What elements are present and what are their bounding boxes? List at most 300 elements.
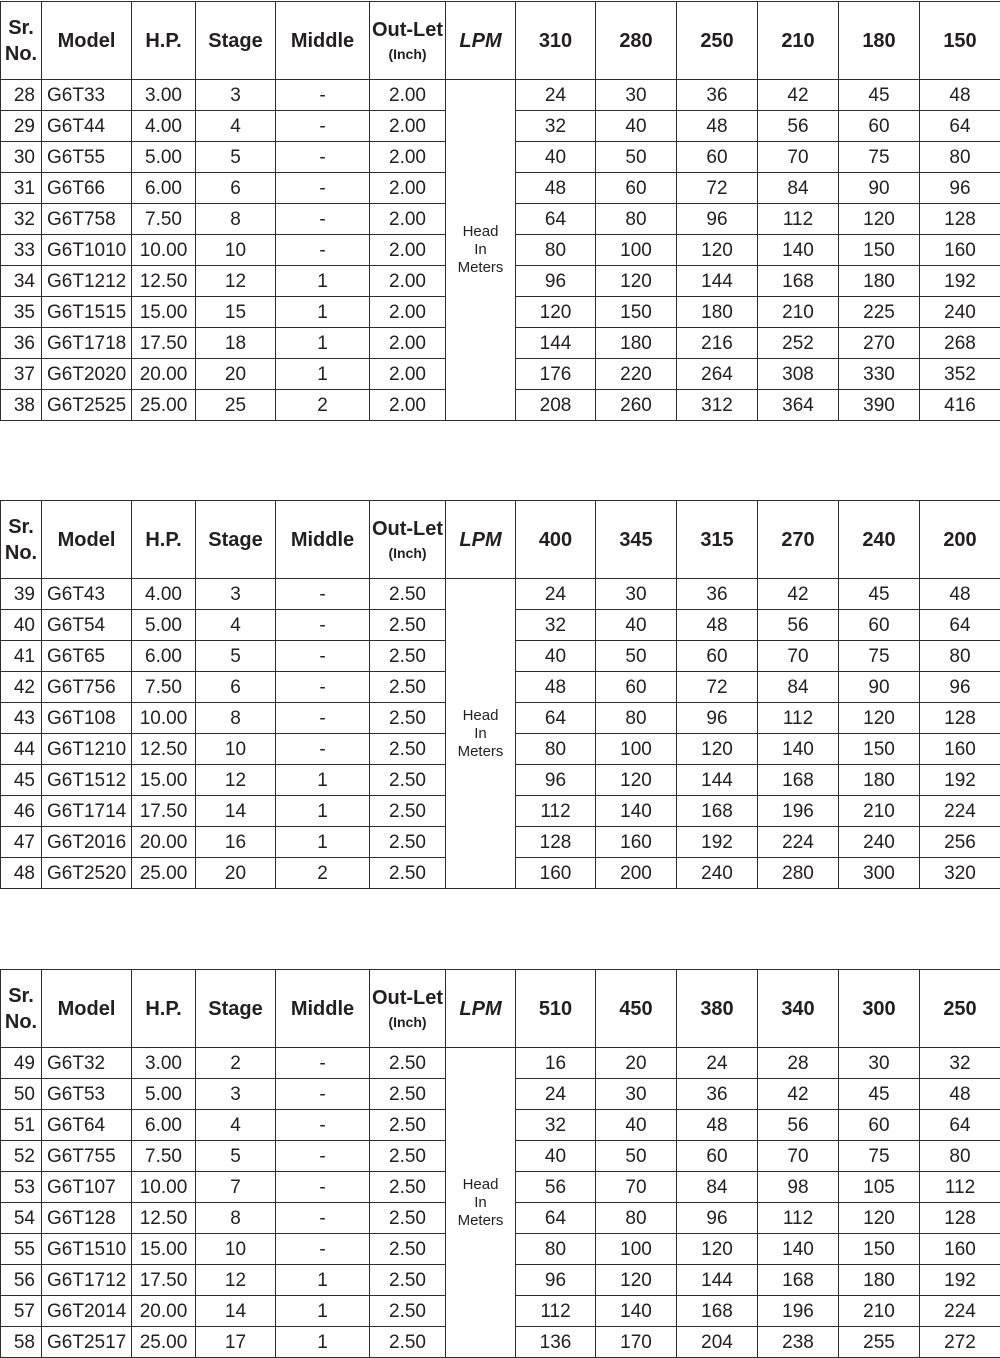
cell-sr-no: 35: [1, 297, 42, 328]
cell-sr-no: 41: [1, 641, 42, 672]
cell-head-value: 140: [758, 1234, 839, 1265]
table-row: [1, 579, 1000, 610]
cell-head-value: 80: [596, 703, 677, 734]
cell-head-value: 48: [920, 80, 1000, 111]
cell-model: G6T44: [42, 111, 132, 142]
sr-label-line1: Sr.: [8, 515, 34, 538]
cell-hp: 12.50: [132, 734, 196, 765]
cell-sr-no: 36: [1, 328, 42, 359]
cell-head-value: 64: [516, 703, 596, 734]
cell-sr-no: 33: [1, 235, 42, 266]
cell-head-value: 128: [920, 204, 1000, 235]
cell-model: G6T1210: [42, 734, 132, 765]
cell-head-value: 64: [516, 204, 596, 235]
cell-hp: 6.00: [132, 641, 196, 672]
cell-model: G6T65: [42, 641, 132, 672]
cell-head-value: 144: [677, 1265, 758, 1296]
col-header-model: Model: [42, 2, 132, 80]
cell-model: G6T33: [42, 80, 132, 111]
cell-head-value: 192: [920, 765, 1000, 796]
cell-hp: 10.00: [132, 235, 196, 266]
head-label-line: Head: [462, 706, 499, 724]
cell-head-value: 45: [839, 579, 920, 610]
cell-sr-no: 46: [1, 796, 42, 827]
cell-middle: 1: [276, 796, 370, 827]
cell-outlet: 2.50: [370, 858, 446, 889]
head-label-line: Head: [462, 223, 499, 240]
cell-sr-no: 42: [1, 672, 42, 703]
lpm-value-header: 280: [596, 2, 677, 80]
cell-head-value: 72: [677, 672, 758, 703]
cell-head-value: 204: [677, 1327, 758, 1358]
col-header-outlet: [370, 970, 446, 1048]
cell-model: G6T64: [42, 1110, 132, 1141]
cell-head-value: 48: [677, 1110, 758, 1141]
cell-head-value: 160: [516, 858, 596, 889]
lpm-value-header: 345: [596, 501, 677, 579]
cell-model: G6T43: [42, 579, 132, 610]
cell-head-value: 140: [758, 734, 839, 765]
cell-stage: 4: [196, 610, 276, 641]
cell-middle: -: [276, 142, 370, 173]
cell-middle: 1: [276, 827, 370, 858]
cell-head-value: 120: [839, 1203, 920, 1234]
cell-outlet: 2.00: [370, 328, 446, 359]
cell-head-value: 60: [839, 111, 920, 142]
lpm-value-header: 270: [758, 501, 839, 579]
cell-middle: -: [276, 641, 370, 672]
cell-model: G6T758: [42, 204, 132, 235]
lpm-value-header: 240: [839, 501, 920, 579]
cell-middle: -: [276, 579, 370, 610]
cell-middle: 1: [276, 266, 370, 297]
cell-head-value: 84: [758, 173, 839, 204]
header-row: [1, 2, 1000, 80]
cell-model: G6T108: [42, 703, 132, 734]
cell-hp: 7.50: [132, 204, 196, 235]
cell-head-value: 260: [596, 390, 677, 421]
cell-stage: 18: [196, 328, 276, 359]
cell-head-value: 112: [758, 1203, 839, 1234]
cell-head-value: 120: [839, 204, 920, 235]
cell-sr-no: 54: [1, 1203, 42, 1234]
cell-head-value: 70: [758, 142, 839, 173]
cell-middle: 1: [276, 297, 370, 328]
cell-head-value: 120: [516, 297, 596, 328]
cell-head-value: 168: [677, 1296, 758, 1327]
cell-head-value: 225: [839, 297, 920, 328]
cell-head-value: 24: [516, 80, 596, 111]
cell-stage: 12: [196, 1265, 276, 1296]
lpm-value-header: 340: [758, 970, 839, 1048]
cell-head-value: 264: [677, 359, 758, 390]
cell-head-value: 240: [920, 297, 1000, 328]
cell-middle: -: [276, 1203, 370, 1234]
cell-stage: 8: [196, 703, 276, 734]
cell-stage: 12: [196, 266, 276, 297]
cell-head-value: 40: [596, 610, 677, 641]
lpm-value-header: 315: [677, 501, 758, 579]
cell-head-value: 240: [839, 827, 920, 858]
cell-outlet: 2.50: [370, 1141, 446, 1172]
cell-stage: 4: [196, 1110, 276, 1141]
cell-stage: 25: [196, 390, 276, 421]
cell-stage: 5: [196, 1141, 276, 1172]
cell-head-value: 96: [516, 1265, 596, 1296]
cell-head-value: 32: [516, 111, 596, 142]
cell-hp: 3.00: [132, 1048, 196, 1079]
cell-head-value: 48: [516, 173, 596, 204]
cell-sr-no: 29: [1, 111, 42, 142]
cell-head-value: 70: [596, 1172, 677, 1203]
cell-head-value: 140: [758, 235, 839, 266]
col-header-model: Model: [42, 501, 132, 579]
cell-head-value: 120: [839, 703, 920, 734]
header-row: [1, 501, 1000, 579]
cell-head-value: 112: [920, 1172, 1000, 1203]
cell-head-value: 416: [920, 390, 1000, 421]
cell-outlet: 2.00: [370, 359, 446, 390]
cell-model: G6T54: [42, 610, 132, 641]
cell-hp: 6.00: [132, 1110, 196, 1141]
cell-head-value: 180: [677, 297, 758, 328]
cell-outlet: 2.50: [370, 1110, 446, 1141]
cell-middle: -: [276, 610, 370, 641]
cell-head-value: 80: [596, 1203, 677, 1234]
cell-outlet: 2.00: [370, 235, 446, 266]
cell-sr-no: 44: [1, 734, 42, 765]
cell-head-value: 60: [596, 173, 677, 204]
cell-sr-no: 28: [1, 80, 42, 111]
cell-middle: 1: [276, 1327, 370, 1358]
cell-hp: 15.00: [132, 765, 196, 796]
cell-model: G6T2014: [42, 1296, 132, 1327]
col-header-outlet: [370, 501, 446, 579]
cell-outlet: 2.50: [370, 1327, 446, 1358]
cell-model: G6T1010: [42, 235, 132, 266]
cell-model: G6T1718: [42, 328, 132, 359]
cell-head-value: 270: [839, 328, 920, 359]
lpm-value-header: 300: [839, 970, 920, 1048]
cell-head-value: 128: [516, 827, 596, 858]
cell-hp: 7.50: [132, 672, 196, 703]
cell-head-value: 36: [677, 579, 758, 610]
lpm-value-header: 510: [516, 970, 596, 1048]
cell-head-value: 36: [677, 1079, 758, 1110]
sr-label-line2: No.: [4, 42, 38, 65]
cell-outlet: 2.00: [370, 142, 446, 173]
cell-stage: 8: [196, 204, 276, 235]
cell-head-value: 150: [839, 1234, 920, 1265]
cell-head-value: 390: [839, 390, 920, 421]
cell-outlet: 2.50: [370, 734, 446, 765]
cell-head-value: 96: [677, 204, 758, 235]
cell-head-value: 192: [920, 1265, 1000, 1296]
cell-head-value: 312: [677, 390, 758, 421]
sr-label-line2: No.: [4, 1010, 38, 1033]
cell-sr-no: 39: [1, 579, 42, 610]
cell-hp: 17.50: [132, 796, 196, 827]
col-header-sr-no: [1, 2, 42, 80]
cell-sr-no: 31: [1, 173, 42, 204]
cell-middle: -: [276, 1234, 370, 1265]
cell-hp: 20.00: [132, 359, 196, 390]
cell-outlet: 2.50: [370, 1203, 446, 1234]
cell-head-value: 70: [758, 1141, 839, 1172]
cell-sr-no: 34: [1, 266, 42, 297]
cell-head-value: 50: [596, 142, 677, 173]
cell-head-value: 16: [516, 1048, 596, 1079]
cell-outlet: 2.00: [370, 266, 446, 297]
cell-model: G6T66: [42, 173, 132, 204]
cell-outlet: 2.50: [370, 796, 446, 827]
cell-outlet: 2.50: [370, 827, 446, 858]
head-in-meters-label: [446, 80, 516, 421]
cell-middle: 1: [276, 765, 370, 796]
cell-sr-no: 50: [1, 1079, 42, 1110]
cell-model: G6T2525: [42, 390, 132, 421]
cell-head-value: 48: [920, 1079, 1000, 1110]
outlet-unit: (Inch): [388, 544, 427, 561]
cell-head-value: 48: [516, 672, 596, 703]
cell-head-value: 84: [677, 1172, 758, 1203]
cell-head-value: 120: [677, 734, 758, 765]
cell-head-value: 240: [677, 858, 758, 889]
cell-middle: -: [276, 1110, 370, 1141]
cell-head-value: 80: [516, 235, 596, 266]
cell-outlet: 2.50: [370, 1172, 446, 1203]
col-header-lpm: LPM: [446, 970, 516, 1048]
cell-head-value: 120: [677, 235, 758, 266]
cell-head-value: 268: [920, 328, 1000, 359]
cell-stage: 12: [196, 765, 276, 796]
col-header-stage: Stage: [196, 501, 276, 579]
cell-outlet: 2.00: [370, 297, 446, 328]
cell-head-value: 90: [839, 672, 920, 703]
cell-head-value: 256: [920, 827, 1000, 858]
cell-stage: 14: [196, 796, 276, 827]
lpm-value-header: 180: [839, 2, 920, 80]
cell-head-value: 192: [677, 827, 758, 858]
cell-sr-no: 48: [1, 858, 42, 889]
head-in-meters-label: [446, 579, 516, 889]
cell-outlet: 2.00: [370, 204, 446, 235]
cell-hp: 4.00: [132, 579, 196, 610]
cell-head-value: 160: [920, 734, 1000, 765]
cell-head-value: 96: [677, 703, 758, 734]
cell-outlet: 2.50: [370, 610, 446, 641]
cell-head-value: 120: [677, 1234, 758, 1265]
cell-stage: 3: [196, 80, 276, 111]
cell-sr-no: 38: [1, 390, 42, 421]
cell-stage: 14: [196, 1296, 276, 1327]
cell-head-value: 60: [677, 641, 758, 672]
cell-stage: 6: [196, 173, 276, 204]
cell-model: G6T32: [42, 1048, 132, 1079]
cell-sr-no: 58: [1, 1327, 42, 1358]
cell-head-value: 36: [677, 80, 758, 111]
cell-head-value: 224: [920, 1296, 1000, 1327]
cell-head-value: 24: [677, 1048, 758, 1079]
cell-stage: 17: [196, 1327, 276, 1358]
cell-sr-no: 37: [1, 359, 42, 390]
cell-head-value: 96: [677, 1203, 758, 1234]
outlet-unit: (Inch): [388, 45, 427, 62]
cell-hp: 25.00: [132, 1327, 196, 1358]
cell-stage: 15: [196, 297, 276, 328]
cell-sr-no: 32: [1, 204, 42, 235]
col-header-hp: H.P.: [132, 501, 196, 579]
cell-model: G6T1512: [42, 765, 132, 796]
cell-head-value: 56: [758, 111, 839, 142]
cell-outlet: 2.50: [370, 1265, 446, 1296]
cell-stage: 3: [196, 1079, 276, 1110]
lpm-value-header: 200: [920, 501, 1000, 579]
cell-middle: 1: [276, 328, 370, 359]
cell-head-value: 176: [516, 359, 596, 390]
cell-head-value: 80: [920, 142, 1000, 173]
cell-model: G6T755: [42, 1141, 132, 1172]
cell-head-value: 64: [920, 111, 1000, 142]
cell-sr-no: 49: [1, 1048, 42, 1079]
cell-middle: -: [276, 734, 370, 765]
lpm-value-header: 150: [920, 2, 1000, 80]
col-header-stage: Stage: [196, 970, 276, 1048]
cell-middle: -: [276, 1048, 370, 1079]
cell-head-value: 160: [596, 827, 677, 858]
cell-head-value: 56: [758, 610, 839, 641]
cell-head-value: 90: [839, 173, 920, 204]
cell-head-value: 40: [516, 1141, 596, 1172]
col-header-middle: Middle: [276, 2, 370, 80]
cell-head-value: 96: [920, 672, 1000, 703]
cell-head-value: 128: [920, 703, 1000, 734]
lpm-value-header: 380: [677, 970, 758, 1048]
cell-middle: -: [276, 80, 370, 111]
cell-middle: -: [276, 1141, 370, 1172]
cell-head-value: 100: [596, 1234, 677, 1265]
cell-stage: 4: [196, 111, 276, 142]
cell-head-value: 160: [920, 1234, 1000, 1265]
lpm-value-header: 210: [758, 2, 839, 80]
cell-head-value: 210: [839, 796, 920, 827]
cell-head-value: 60: [677, 142, 758, 173]
cell-head-value: 50: [596, 641, 677, 672]
cell-hp: 5.00: [132, 142, 196, 173]
cell-hp: 10.00: [132, 1172, 196, 1203]
cell-sr-no: 45: [1, 765, 42, 796]
cell-sr-no: 47: [1, 827, 42, 858]
cell-head-value: 252: [758, 328, 839, 359]
cell-head-value: 320: [920, 858, 1000, 889]
cell-head-value: 42: [758, 579, 839, 610]
lpm-value-header: 310: [516, 2, 596, 80]
cell-head-value: 48: [677, 111, 758, 142]
cell-head-value: 208: [516, 390, 596, 421]
cell-head-value: 308: [758, 359, 839, 390]
head-label-line: Meters: [457, 742, 504, 760]
cell-hp: 5.00: [132, 610, 196, 641]
cell-sr-no: 55: [1, 1234, 42, 1265]
cell-head-value: 112: [758, 204, 839, 235]
col-header-hp: H.P.: [132, 970, 196, 1048]
sr-label-line1: Sr.: [8, 984, 34, 1007]
lpm-value-header: 400: [516, 501, 596, 579]
cell-model: G6T55: [42, 142, 132, 173]
cell-head-value: 100: [596, 235, 677, 266]
cell-stage: 8: [196, 1203, 276, 1234]
cell-sr-no: 56: [1, 1265, 42, 1296]
cell-head-value: 300: [839, 858, 920, 889]
cell-middle: 2: [276, 858, 370, 889]
col-header-lpm: LPM: [446, 2, 516, 80]
cell-head-value: 30: [839, 1048, 920, 1079]
cell-head-value: 32: [920, 1048, 1000, 1079]
cell-head-value: 192: [920, 266, 1000, 297]
cell-head-value: 40: [516, 142, 596, 173]
cell-head-value: 112: [516, 1296, 596, 1327]
outlet-label: Out-Let: [371, 986, 444, 1009]
cell-model: G6T53: [42, 1079, 132, 1110]
col-header-outlet: [370, 2, 446, 80]
cell-stage: 3: [196, 579, 276, 610]
cell-head-value: 224: [758, 827, 839, 858]
cell-head-value: 150: [596, 297, 677, 328]
cell-head-value: 80: [516, 734, 596, 765]
cell-outlet: 2.50: [370, 703, 446, 734]
cell-head-value: 220: [596, 359, 677, 390]
cell-head-value: 120: [596, 266, 677, 297]
cell-sr-no: 43: [1, 703, 42, 734]
cell-head-value: 140: [596, 1296, 677, 1327]
cell-head-value: 96: [920, 173, 1000, 204]
lpm-value-header: 450: [596, 970, 677, 1048]
cell-stage: 5: [196, 142, 276, 173]
cell-head-value: 48: [677, 610, 758, 641]
cell-head-value: 45: [839, 80, 920, 111]
cell-head-value: 144: [677, 765, 758, 796]
cell-head-value: 180: [596, 328, 677, 359]
cell-outlet: 2.00: [370, 80, 446, 111]
cell-head-value: 160: [920, 235, 1000, 266]
col-header-hp: H.P.: [132, 2, 196, 80]
cell-head-value: 168: [758, 765, 839, 796]
cell-head-value: 24: [516, 1079, 596, 1110]
cell-middle: 1: [276, 1296, 370, 1327]
cell-head-value: 210: [839, 1296, 920, 1327]
cell-head-value: 364: [758, 390, 839, 421]
cell-head-value: 72: [677, 173, 758, 204]
cell-head-value: 42: [758, 1079, 839, 1110]
sr-label-line2: No.: [4, 541, 38, 564]
cell-stage: 2: [196, 1048, 276, 1079]
cell-stage: 7: [196, 1172, 276, 1203]
cell-stage: 5: [196, 641, 276, 672]
col-header-middle: Middle: [276, 501, 370, 579]
cell-model: G6T128: [42, 1203, 132, 1234]
cell-head-value: 150: [839, 235, 920, 266]
head-label-line: In: [474, 241, 487, 258]
cell-middle: -: [276, 111, 370, 142]
cell-head-value: 30: [596, 80, 677, 111]
cell-outlet: 2.50: [370, 672, 446, 703]
cell-outlet: 2.50: [370, 1296, 446, 1327]
head-label-line: In: [474, 1193, 487, 1211]
cell-middle: 1: [276, 1265, 370, 1296]
cell-middle: -: [276, 173, 370, 204]
sr-label-line1: Sr.: [8, 16, 34, 39]
cell-model: G6T107: [42, 1172, 132, 1203]
